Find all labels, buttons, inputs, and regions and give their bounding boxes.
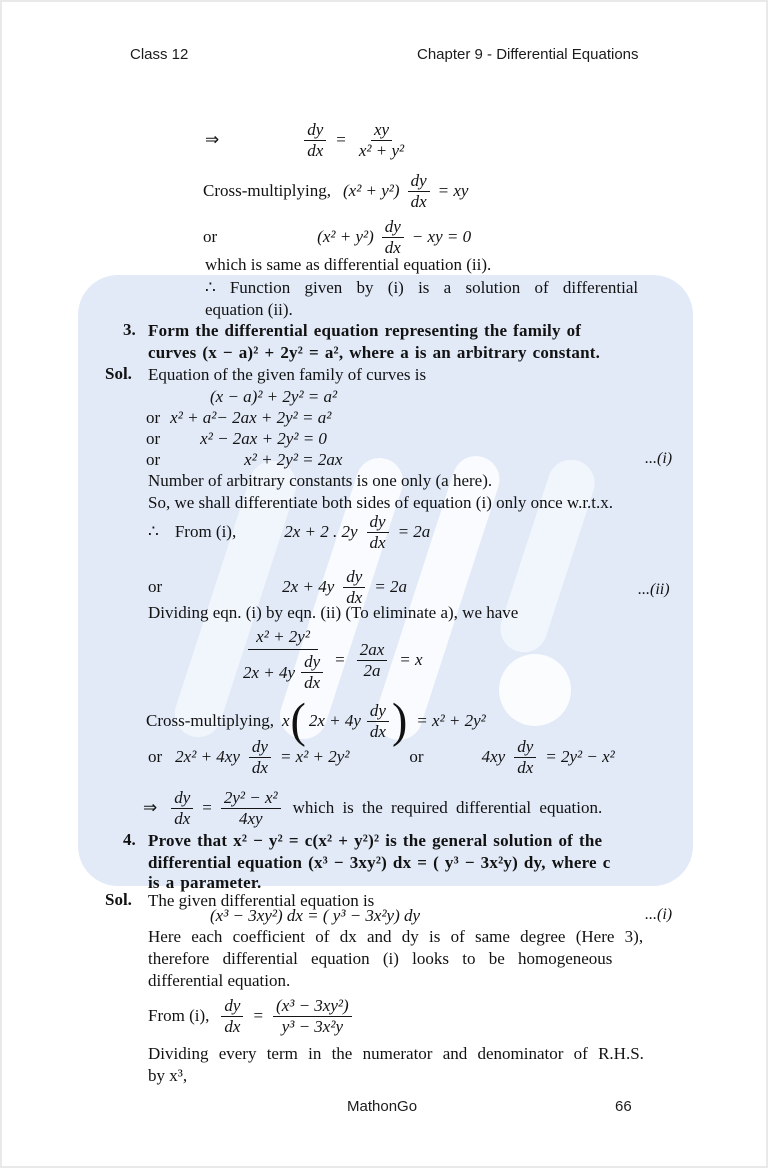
math-expression: x² − 2ax + 2y² = 0 xyxy=(200,429,327,448)
footer-page-number: 66 xyxy=(615,1098,632,1115)
denominator: 2x + 4y dy dx xyxy=(243,650,323,692)
solution-label: Sol. xyxy=(105,890,132,909)
fraction: $\frac{xy}{\text{x² + y²}}$ xyxy=(358,119,405,160)
equation-row xyxy=(203,166,468,216)
math-line xyxy=(146,449,342,470)
fraction: $\frac{2ax}{2a}$ xyxy=(357,641,388,680)
text-line: equation (ii). xyxy=(205,300,293,319)
question-number: 3. xyxy=(123,320,136,339)
equals-sign: = xyxy=(253,1006,264,1025)
text-line: which is same as differential equation (ii). xyxy=(205,255,492,274)
left-paren: ( xyxy=(290,693,306,747)
line-label: or xyxy=(146,450,161,469)
watermark-dot-icon xyxy=(499,654,571,726)
math-expression: = x² + 2y² xyxy=(279,747,350,766)
fraction: $\frac{dy}{dx}$ xyxy=(343,568,365,607)
text-line: Dividing eqn. (i) by eqn. (ii) (To eliminate a), we have xyxy=(148,603,519,622)
math-expression: = 2a xyxy=(397,522,431,541)
math-expression: 2x + 4y xyxy=(308,711,361,730)
math-expression: x xyxy=(281,711,290,730)
footer-brand: MathonGo xyxy=(347,1098,418,1115)
question-number: 4. xyxy=(123,830,136,849)
line-label: From (i), xyxy=(148,1006,210,1025)
equation-row xyxy=(205,112,407,168)
line-label: or xyxy=(203,227,218,246)
equation-tag: ...(i) xyxy=(645,450,673,467)
text-line: Equation of the given family of curves is xyxy=(148,365,427,384)
fraction: dy dx xyxy=(367,702,389,741)
text-line: So, we shall differentiate both sides of equation (i) only once w.r.t.x. xyxy=(148,493,614,512)
fraction: $\frac{dy}{dx}$ xyxy=(221,997,243,1036)
right-paren: ) xyxy=(391,693,408,747)
equation-tag: ...(ii) xyxy=(638,581,670,598)
equals-sign: = xyxy=(336,130,346,149)
implies-symbol: ⇒ xyxy=(205,130,220,149)
line-label: or xyxy=(148,577,163,596)
fraction: $\frac{dy}{dx}$ xyxy=(367,513,389,552)
math-expression: 2x + 2 . 2y xyxy=(284,522,358,541)
question-text: Prove that x² − y² = c(x² + y²)² is the general solution of the xyxy=(148,831,603,850)
text-line: Function given by (i) is a solution of differential xyxy=(229,278,639,297)
fraction xyxy=(243,628,323,692)
numerator: x² + 2y² xyxy=(248,628,318,650)
math-expression: = 2y² − x² xyxy=(545,747,615,766)
line-label: or xyxy=(409,747,424,766)
math-expression: = xy xyxy=(437,181,469,200)
question-text: curves (x − a)² + 2y² = a², where a is an arbitrary constant. xyxy=(148,343,601,362)
math-expression: x² + 2y² = 2ax xyxy=(244,450,343,469)
math-expression: − xy = 0 xyxy=(411,227,472,246)
header-chapter-title: Chapter 9 - Differential Equations xyxy=(417,46,639,63)
text-line: by x³, xyxy=(148,1066,188,1085)
line-label: Cross-multiplying, xyxy=(146,711,274,730)
implies-symbol: ⇒ xyxy=(143,798,158,817)
fraction: $\frac{dy}{dx}$ xyxy=(304,121,326,160)
math-line: (x³ − 3xy²) dx = ( y³ − 3x²y) dy xyxy=(210,906,421,925)
math-expression: 2x² + 4xy xyxy=(175,747,240,766)
question-text: Form the differential equation representing the family of xyxy=(148,321,582,340)
text-line: therefore differential equation (i) looks to be homogeneous xyxy=(148,949,613,968)
math-expression: 2x + 4y xyxy=(282,577,335,596)
question-text: differential equation (x³ − 3xy²) dx = ( y³ − 3x²y) dy, where c xyxy=(148,853,611,872)
header-class-label: Class 12 xyxy=(130,46,189,63)
math-line xyxy=(146,407,331,428)
math-expression: = x xyxy=(399,650,423,669)
equals-sign: = xyxy=(202,798,212,817)
fraction: $\frac{dy}{dx}$ xyxy=(408,172,430,211)
fraction: dy dx xyxy=(301,653,323,692)
math-expression: 4xy xyxy=(481,747,506,766)
line-label: From (i), xyxy=(174,522,237,541)
equation-row xyxy=(148,731,615,783)
fraction: $\frac{\text{(x³ − 3xy²)}}{\text{y³ − 3x²y}}$ xyxy=(273,997,352,1036)
equation-row xyxy=(148,987,352,1045)
line-label: or xyxy=(146,408,161,427)
fraction: $\frac{dy}{dx}$ xyxy=(171,789,193,828)
math-line xyxy=(146,428,327,449)
math-expression: = 2a xyxy=(374,577,408,596)
question-text: is a parameter. xyxy=(148,873,262,892)
line-label: or xyxy=(148,747,163,766)
line-label: or xyxy=(146,429,161,448)
text-line xyxy=(205,277,638,298)
equals-sign: = xyxy=(335,650,345,669)
text-line: which is the required differential equation. xyxy=(292,798,603,817)
text-line: The given differential equation is xyxy=(148,891,375,910)
fraction: $\frac{dy}{dx}$ xyxy=(514,738,536,777)
math-expression: x² + a²− 2ax + 2y² = a² xyxy=(170,408,332,427)
text-line: Number of arbitrary constants is one only (a here). xyxy=(148,471,493,490)
text-line: Here each coefficient of dx and dy is of same degree (Here 3), xyxy=(148,927,644,946)
therefore-symbol: ∴ xyxy=(205,278,216,297)
math-line: (x − a)² + 2y² = a² xyxy=(210,387,338,406)
fraction: dy dx xyxy=(382,218,404,257)
line-label: Cross-multiplying, xyxy=(203,181,331,200)
equation-row xyxy=(143,781,602,835)
fraction: $\frac{\text{2y² − x²}}{4xy}$ xyxy=(221,789,281,828)
equation-tag: ...(i) xyxy=(645,906,673,923)
equation-row xyxy=(148,506,430,558)
math-expression: = x² + 2y² xyxy=(416,711,486,730)
equation-row xyxy=(243,620,423,700)
fraction: $\frac{dy}{dx}$ xyxy=(249,738,271,777)
solution-label: Sol. xyxy=(105,364,132,383)
math-expression: (x² + y²) xyxy=(317,227,374,246)
text-line: Dividing every term in the numerator and denominator of R.H.S. xyxy=(148,1044,644,1063)
math-expression: (x² + y²) xyxy=(342,181,400,200)
therefore-symbol: ∴ xyxy=(148,522,159,541)
text-line: differential equation. xyxy=(148,971,291,990)
